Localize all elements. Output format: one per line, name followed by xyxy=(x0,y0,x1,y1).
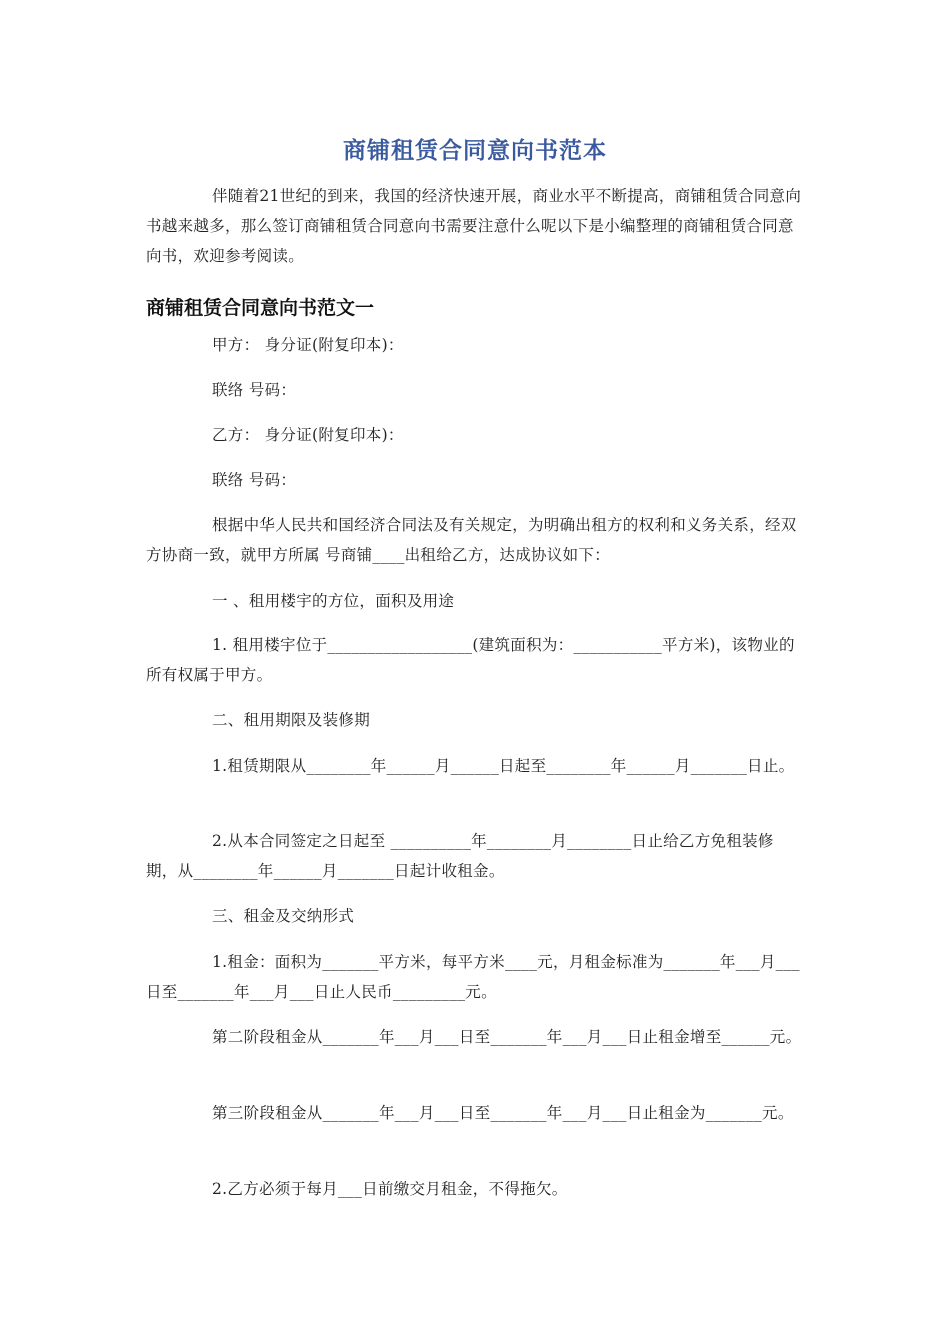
clause3-stage2: 第二阶段租金从_______年___月___日至_______年___月___日止租金增至______元。 xyxy=(212,1028,802,1046)
clause3-item1: 1.租金：面积为_______平方米，每平方米____元，月租金标准为_______年___月___日至_______年___月___日止人民币_________元。 xyxy=(146,953,800,1001)
clause2-item1: 1.租赁期限从________年______月______日起至________年______月_______日止。 xyxy=(212,757,795,775)
clause3-heading: 三、租金及交纳形式 xyxy=(212,907,355,925)
party-b-contact-line: 联络 号码： xyxy=(212,471,297,489)
document-title: 商铺租赁合同意向书范本 xyxy=(343,138,607,164)
clause1-heading: 一 、租用楼宇的方位，面积及用途 xyxy=(212,592,455,610)
clause1-item1: 1. 租用楼宇位于__________________(建筑面积为：___________平方米)，该物业的所有权属于甲方。 xyxy=(146,636,795,684)
party-a-contact-line: 联络 号码： xyxy=(212,381,297,399)
preamble-paragraph: 根据中华人民共和国经济合同法及有关规定，为明确出租方的权利和义务关系，经双方协商一致，就甲方所属 号商铺____出租给乙方，达成协议如下： xyxy=(146,516,797,564)
section-title: 商铺租赁合同意向书范文一 xyxy=(146,297,375,319)
clause3-item2: 2.乙方必须于每月___日前缴交月租金，不得拖欠。 xyxy=(212,1180,568,1198)
party-a-line: 甲方： 身分证(附复印本)： xyxy=(212,336,404,354)
clause3-stage3: 第三阶段租金从_______年___月___日至_______年___月___日止租金为_______元。 xyxy=(212,1104,794,1122)
clause2-item2: 2.从本合同签定之日起至 __________年________月________日止给乙方免租装修期，从________年______月_______日起计收租金。 xyxy=(146,832,774,880)
party-b-line: 乙方： 身分证(附复印本)： xyxy=(212,426,404,444)
intro-paragraph: 伴随着21世纪的到来，我国的经济快速开展，商业水平不断提高，商铺租赁合同意向书越来越多，那么签订商铺租赁合同意向书需要注意什么呢以下是小编整理的商铺租赁合同意向书，欢迎参考阅读。 xyxy=(146,187,802,265)
clause2-heading: 二、租用期限及装修期 xyxy=(212,711,371,729)
